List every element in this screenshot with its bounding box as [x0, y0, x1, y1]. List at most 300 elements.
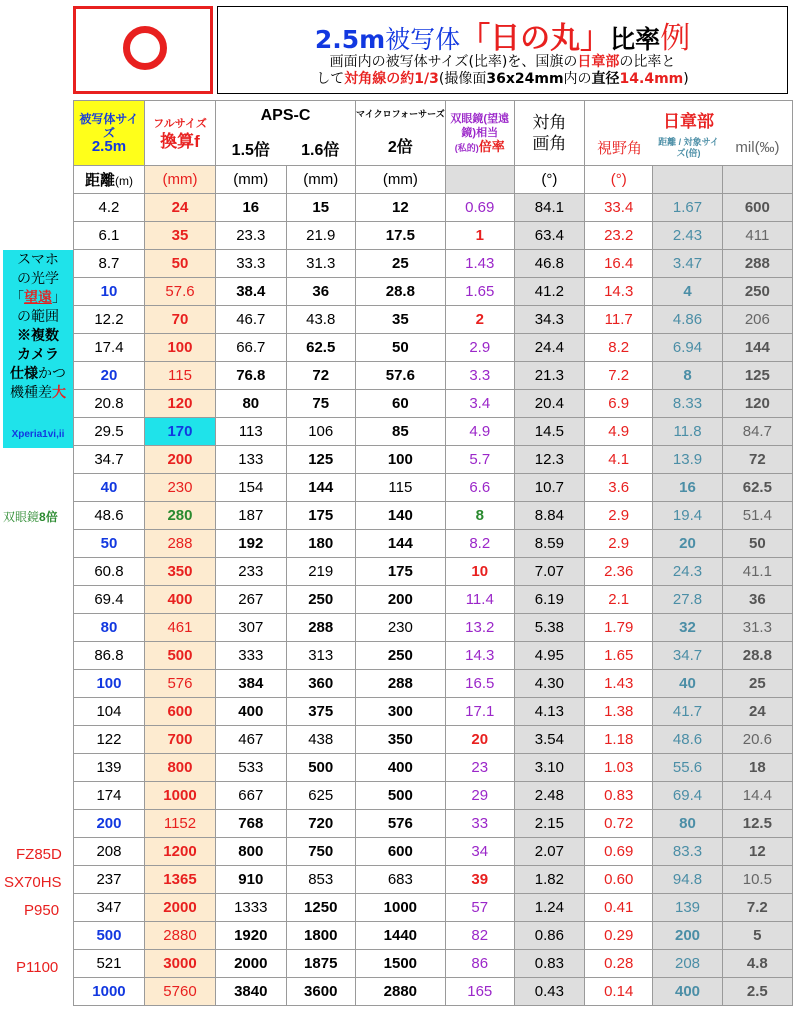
- cell-fov: 33.4: [585, 194, 653, 222]
- cell-dist-subject: 83.3: [653, 838, 722, 866]
- cell-binocular: 4.9: [445, 418, 514, 446]
- cell-diagonal-angle: 20.4: [514, 390, 584, 418]
- cell-apsc-15: 267: [216, 586, 286, 614]
- cell-fullsize-f: 2000: [144, 894, 215, 922]
- title-prefix: 2.5m: [314, 25, 386, 54]
- fz85d-note: FZ85D: [16, 846, 62, 863]
- unit-mm: (mm): [355, 166, 445, 194]
- cell-binocular: 57: [445, 894, 514, 922]
- cell-binocular: 13.2: [445, 614, 514, 642]
- cell-fullsize-f: 700: [144, 726, 215, 754]
- table-row: [74, 782, 793, 810]
- cell-fullsize-f: 1365: [144, 866, 215, 894]
- cell-dist-subject: 2.43: [653, 222, 722, 250]
- cell-mil: 288: [722, 250, 792, 278]
- unit-mm: (mm): [286, 166, 355, 194]
- cell-apsc-16: 720: [286, 810, 355, 838]
- cell-distance: 1000: [74, 978, 145, 1006]
- table-row: [74, 642, 793, 670]
- cell-fullsize-f: 280: [144, 502, 215, 530]
- desc-text: (撮像面: [438, 71, 487, 87]
- cell-micro43: 25: [355, 250, 445, 278]
- cell-distance: 139: [74, 754, 145, 782]
- cell-apsc-15: 113: [216, 418, 286, 446]
- cell-apsc-15: 133: [216, 446, 286, 474]
- note-line: の光学: [17, 270, 59, 286]
- cell-mil: 72: [722, 446, 792, 474]
- cell-dist-subject: 48.6: [653, 726, 722, 754]
- cell-distance: 208: [74, 838, 145, 866]
- title-description: [218, 54, 787, 88]
- cell-apsc-16: 219: [286, 558, 355, 586]
- cell-fov: 23.2: [585, 222, 653, 250]
- cell-fullsize-f: 500: [144, 642, 215, 670]
- cell-diagonal-angle: 1.82: [514, 866, 584, 894]
- header-text: (私的): [454, 142, 479, 153]
- cell-fov: 0.14: [585, 978, 653, 1006]
- cell-fullsize-f: 288: [144, 530, 215, 558]
- table-row: [74, 810, 793, 838]
- cell-apsc-15: 384: [216, 670, 286, 698]
- cell-micro43: 50: [355, 334, 445, 362]
- cell-mil: 24: [722, 698, 792, 726]
- cell-mil: 84.7: [722, 418, 792, 446]
- cell-binocular: 11.4: [445, 586, 514, 614]
- table-row: [74, 446, 793, 474]
- cell-binocular: 10: [445, 558, 514, 586]
- cell-mil: 36: [722, 586, 792, 614]
- cell-fullsize-f: 50: [144, 250, 215, 278]
- cell-binocular: 17.1: [445, 698, 514, 726]
- cell-fov: 1.79: [585, 614, 653, 642]
- cell-micro43: 35: [355, 306, 445, 334]
- cell-distance: 80: [74, 614, 145, 642]
- table-row: [74, 726, 793, 754]
- note-text: 機種差: [10, 384, 52, 400]
- table-row: [74, 978, 793, 1006]
- header-text: 被写体サイズ: [79, 112, 139, 140]
- cell-apsc-15: 307: [216, 614, 286, 642]
- cell-distance: 20.8: [74, 390, 145, 418]
- cell-fullsize-f: 200: [144, 446, 215, 474]
- table-row: [74, 754, 793, 782]
- cell-apsc-15: 66.7: [216, 334, 286, 362]
- cell-apsc-16: 1800: [286, 922, 355, 950]
- title-quote-open: 「: [460, 21, 491, 56]
- cell-diagonal-angle: 0.83: [514, 950, 584, 978]
- cell-fullsize-f: 120: [144, 390, 215, 418]
- cell-fullsize-f: 70: [144, 306, 215, 334]
- cell-micro43: 28.8: [355, 278, 445, 306]
- cell-fullsize-f: 24: [144, 194, 215, 222]
- cell-diagonal-angle: 4.30: [514, 670, 584, 698]
- cell-fullsize-f: 1000: [144, 782, 215, 810]
- sx70hs-note: SX70HS: [4, 874, 62, 891]
- cell-fov: 4.9: [585, 418, 653, 446]
- header-text: 2倍: [387, 139, 413, 156]
- cell-diagonal-angle: 0.43: [514, 978, 584, 1006]
- header-text: 対角: [532, 113, 567, 132]
- note-red: 望遠: [24, 289, 52, 305]
- desc-red: 日章部: [577, 54, 620, 70]
- cell-distance: 122: [74, 726, 145, 754]
- cell-apsc-15: 3840: [216, 978, 286, 1006]
- cell-fullsize-f: 576: [144, 670, 215, 698]
- binocular-8x-note: [3, 509, 73, 525]
- header-text: (m): [114, 174, 133, 188]
- cell-binocular: 1: [445, 222, 514, 250]
- cell-micro43: 115: [355, 474, 445, 502]
- page-title: [218, 13, 787, 57]
- cell-distance: 104: [74, 698, 145, 726]
- table-row: [74, 222, 793, 250]
- header-text: 日章部: [663, 111, 715, 131]
- cell-dist-subject: 8: [653, 362, 722, 390]
- cell-apsc-15: 16: [216, 194, 286, 222]
- cell-distance: 6.1: [74, 222, 145, 250]
- header-text: 双眼鏡(望遠鏡)相当: [450, 112, 510, 139]
- cell-distance: 237: [74, 866, 145, 894]
- cell-fov: 2.9: [585, 530, 653, 558]
- cell-distance: 34.7: [74, 446, 145, 474]
- cell-binocular: 5.7: [445, 446, 514, 474]
- cell-dist-subject: 3.47: [653, 250, 722, 278]
- cell-fullsize-f: 5760: [144, 978, 215, 1006]
- cell-fullsize-f: 800: [144, 754, 215, 782]
- cell-dist-subject: 20: [653, 530, 722, 558]
- cell-micro43: 500: [355, 782, 445, 810]
- cell-apsc-16: 21.9: [286, 222, 355, 250]
- cell-fov: 1.43: [585, 670, 653, 698]
- cell-fov: 3.6: [585, 474, 653, 502]
- cell-mil: 5: [722, 922, 792, 950]
- cell-mil: 411: [722, 222, 792, 250]
- cell-fov: 1.18: [585, 726, 653, 754]
- cell-apsc-16: 750: [286, 838, 355, 866]
- table-row: [74, 334, 793, 362]
- cell-micro43: 12: [355, 194, 445, 222]
- cell-apsc-15: 910: [216, 866, 286, 894]
- cell-micro43: 288: [355, 670, 445, 698]
- title-subject: 被写体: [385, 25, 461, 54]
- cell-distance: 86.8: [74, 642, 145, 670]
- cell-fullsize-f: 461: [144, 614, 215, 642]
- unit-mm: (mm): [216, 166, 286, 194]
- cell-diagonal-angle: 4.13: [514, 698, 584, 726]
- cell-diagonal-angle: 4.95: [514, 642, 584, 670]
- desc-red: 対角線の約1/3: [344, 71, 439, 87]
- cell-fov: 1.38: [585, 698, 653, 726]
- cell-apsc-15: 467: [216, 726, 286, 754]
- cell-micro43: 17.5: [355, 222, 445, 250]
- cell-fov: 2.36: [585, 558, 653, 586]
- cell-micro43: 175: [355, 558, 445, 586]
- cell-mil: 12: [722, 838, 792, 866]
- header-diagonal-angle: [514, 101, 584, 166]
- cell-micro43: 57.6: [355, 362, 445, 390]
- cell-mil: 51.4: [722, 502, 792, 530]
- cell-dist-subject: 11.8: [653, 418, 722, 446]
- cell-dist-subject: 41.7: [653, 698, 722, 726]
- cell-mil: 250: [722, 278, 792, 306]
- cell-diagonal-angle: 3.54: [514, 726, 584, 754]
- cell-apsc-16: 75: [286, 390, 355, 418]
- cell-distance: 29.5: [74, 418, 145, 446]
- cell-fullsize-f: 57.6: [144, 278, 215, 306]
- note-line: [3, 364, 73, 383]
- cell-fullsize-f: 1200: [144, 838, 215, 866]
- cell-mil: 10.5: [722, 866, 792, 894]
- cell-fullsize-f: 3000: [144, 950, 215, 978]
- cell-mil: 600: [722, 194, 792, 222]
- cell-fullsize-f: 35: [144, 222, 215, 250]
- header-dist-subject: 距離 / 対象サイズ(倍): [658, 136, 719, 158]
- cell-micro43: 60: [355, 390, 445, 418]
- cell-dist-subject: 80: [653, 810, 722, 838]
- header-hinomaru-part: [585, 101, 793, 166]
- title-quote-close: 」: [580, 21, 611, 56]
- cell-distance: 174: [74, 782, 145, 810]
- cell-dist-subject: 6.94: [653, 334, 722, 362]
- p950-note: P950: [24, 902, 60, 919]
- cell-dist-subject: 16: [653, 474, 722, 502]
- cell-fov: 2.9: [585, 502, 653, 530]
- cell-distance: 69.4: [74, 586, 145, 614]
- note-line: の範囲: [17, 308, 59, 324]
- cell-mil: 7.2: [722, 894, 792, 922]
- cell-distance: 12.2: [74, 306, 145, 334]
- cell-apsc-16: 125: [286, 446, 355, 474]
- desc-text: の比率と: [619, 54, 676, 70]
- note-line: [3, 383, 73, 402]
- smartphone-note: [3, 250, 73, 422]
- cell-micro43: 230: [355, 614, 445, 642]
- cell-dist-subject: 139: [653, 894, 722, 922]
- table-row: [74, 362, 793, 390]
- cell-distance: 521: [74, 950, 145, 978]
- cell-diagonal-angle: 0.86: [514, 922, 584, 950]
- header-subject-size: [74, 101, 145, 166]
- hinomaru-symbol-box: [73, 6, 213, 94]
- table-row: [74, 950, 793, 978]
- cell-dist-subject: 55.6: [653, 754, 722, 782]
- cell-apsc-15: 800: [216, 838, 286, 866]
- cell-apsc-15: 333: [216, 642, 286, 670]
- cell-binocular: 14.3: [445, 642, 514, 670]
- cell-fullsize-f: 170: [144, 418, 215, 446]
- cell-apsc-16: 625: [286, 782, 355, 810]
- cell-diagonal-angle: 2.15: [514, 810, 584, 838]
- cell-mil: 28.8: [722, 642, 792, 670]
- cell-diagonal-angle: 63.4: [514, 222, 584, 250]
- cell-micro43: 2880: [355, 978, 445, 1006]
- cell-binocular: 0.69: [445, 194, 514, 222]
- header-text: 距離: [84, 172, 115, 189]
- header-micro43: [355, 101, 445, 166]
- cell-apsc-16: 375: [286, 698, 355, 726]
- cell-apsc-16: 250: [286, 586, 355, 614]
- unit-mm: (mm): [144, 166, 215, 194]
- cell-binocular: 86: [445, 950, 514, 978]
- cell-mil: 144: [722, 334, 792, 362]
- cell-apsc-15: 76.8: [216, 362, 286, 390]
- cell-mil: 2.5: [722, 978, 792, 1006]
- cell-dist-subject: 94.8: [653, 866, 722, 894]
- cell-apsc-16: 3600: [286, 978, 355, 1006]
- cell-micro43: 1500: [355, 950, 445, 978]
- note-text: 」: [52, 289, 66, 305]
- table-row: [74, 866, 793, 894]
- p1100-note: P1100: [16, 959, 59, 976]
- cell-binocular: 1.43: [445, 250, 514, 278]
- cell-dist-subject: 208: [653, 950, 722, 978]
- cell-fov: 11.7: [585, 306, 653, 334]
- cell-diagonal-angle: 7.07: [514, 558, 584, 586]
- cell-fullsize-f: 600: [144, 698, 215, 726]
- cell-mil: 50: [722, 530, 792, 558]
- cell-dist-subject: 4: [653, 278, 722, 306]
- cell-binocular: 165: [445, 978, 514, 1006]
- cell-dist-subject: 69.4: [653, 782, 722, 810]
- cell-fullsize-f: 230: [144, 474, 215, 502]
- cell-micro43: 576: [355, 810, 445, 838]
- note-line: カメラ: [17, 346, 59, 362]
- cell-apsc-15: 23.3: [216, 222, 286, 250]
- header-distance: [74, 166, 145, 194]
- table-row: [74, 838, 793, 866]
- cell-distance: 347: [74, 894, 145, 922]
- title-box: [217, 6, 788, 94]
- cell-mil: 41.1: [722, 558, 792, 586]
- cell-apsc-15: 667: [216, 782, 286, 810]
- cell-apsc-16: 1250: [286, 894, 355, 922]
- cell-fov: 1.03: [585, 754, 653, 782]
- desc-bold: 直径: [591, 71, 620, 87]
- note-text: 双眼鏡: [3, 510, 40, 524]
- cell-apsc-15: 187: [216, 502, 286, 530]
- unit-empty: [653, 166, 722, 194]
- cell-micro43: 600: [355, 838, 445, 866]
- cell-mil: 25: [722, 670, 792, 698]
- cell-micro43: 200: [355, 586, 445, 614]
- cell-binocular: 20: [445, 726, 514, 754]
- unit-empty: [722, 166, 792, 194]
- cell-micro43: 350: [355, 726, 445, 754]
- cell-apsc-15: 768: [216, 810, 286, 838]
- table-row: [74, 894, 793, 922]
- cell-micro43: 100: [355, 446, 445, 474]
- table-row: [74, 502, 793, 530]
- xperia-note: Xperia1vi,ii: [3, 422, 73, 448]
- header-text: 画角: [532, 134, 567, 153]
- cell-fullsize-f: 1152: [144, 810, 215, 838]
- cell-mil: 206: [722, 306, 792, 334]
- cell-diagonal-angle: 12.3: [514, 446, 584, 474]
- cell-dist-subject: 24.3: [653, 558, 722, 586]
- cell-apsc-16: 31.3: [286, 250, 355, 278]
- cell-apsc-16: 180: [286, 530, 355, 558]
- header-text: 倍率: [478, 138, 505, 154]
- cell-distance: 17.4: [74, 334, 145, 362]
- cell-apsc-15: 233: [216, 558, 286, 586]
- note-text: かつ: [38, 365, 66, 381]
- header-text: マイクロフォーサーズ: [355, 109, 445, 119]
- cell-binocular: 3.3: [445, 362, 514, 390]
- cell-fullsize-f: 2880: [144, 922, 215, 950]
- cell-micro43: 140: [355, 502, 445, 530]
- unit-empty: [445, 166, 514, 194]
- cell-apsc-16: 43.8: [286, 306, 355, 334]
- title-hinomaru: 日の丸: [490, 21, 581, 56]
- cell-micro43: 85: [355, 418, 445, 446]
- cell-apsc-15: 400: [216, 698, 286, 726]
- cell-micro43: 250: [355, 642, 445, 670]
- table-row: [74, 194, 793, 222]
- cell-distance: 50: [74, 530, 145, 558]
- cell-apsc-16: 144: [286, 474, 355, 502]
- cell-apsc-16: 313: [286, 642, 355, 670]
- table-row: [74, 250, 793, 278]
- desc-text: 画面内の被写体サイズ(比率)を、国旗の: [329, 54, 578, 70]
- cell-binocular: 3.4: [445, 390, 514, 418]
- cell-apsc-16: 15: [286, 194, 355, 222]
- cell-apsc-16: 360: [286, 670, 355, 698]
- cell-fov: 7.2: [585, 362, 653, 390]
- note-red: 大: [52, 384, 66, 400]
- cell-diagonal-angle: 46.8: [514, 250, 584, 278]
- cell-mil: 31.3: [722, 614, 792, 642]
- cell-diagonal-angle: 2.07: [514, 838, 584, 866]
- cell-fullsize-f: 350: [144, 558, 215, 586]
- cell-diagonal-angle: 8.84: [514, 502, 584, 530]
- desc-text: ): [683, 71, 689, 87]
- cell-diagonal-angle: 34.3: [514, 306, 584, 334]
- cell-dist-subject: 32: [653, 614, 722, 642]
- cell-mil: 12.5: [722, 810, 792, 838]
- cell-fullsize-f: 400: [144, 586, 215, 614]
- cell-fov: 0.29: [585, 922, 653, 950]
- cell-apsc-15: 1333: [216, 894, 286, 922]
- cell-binocular: 82: [445, 922, 514, 950]
- cell-distance: 48.6: [74, 502, 145, 530]
- cell-mil: 18: [722, 754, 792, 782]
- cell-distance: 100: [74, 670, 145, 698]
- cell-apsc-16: 288: [286, 614, 355, 642]
- cell-distance: 4.2: [74, 194, 145, 222]
- desc-red: 14.4mm: [619, 71, 684, 87]
- cell-fov: 2.1: [585, 586, 653, 614]
- cell-diagonal-angle: 1.24: [514, 894, 584, 922]
- cell-apsc-15: 33.3: [216, 250, 286, 278]
- cell-diagonal-angle: 21.3: [514, 362, 584, 390]
- cell-binocular: 2.9: [445, 334, 514, 362]
- cell-dist-subject: 40: [653, 670, 722, 698]
- cell-fov: 0.72: [585, 810, 653, 838]
- header-binocular: [445, 101, 514, 166]
- cell-diagonal-angle: 10.7: [514, 474, 584, 502]
- cell-fov: 8.2: [585, 334, 653, 362]
- cell-mil: 14.4: [722, 782, 792, 810]
- cell-binocular: 34: [445, 838, 514, 866]
- cell-diagonal-angle: 6.19: [514, 586, 584, 614]
- desc-text: 内の: [563, 71, 592, 87]
- cell-mil: 20.6: [722, 726, 792, 754]
- cell-binocular: 8: [445, 502, 514, 530]
- cell-fov: 0.41: [585, 894, 653, 922]
- cell-apsc-15: 2000: [216, 950, 286, 978]
- circle-icon: [123, 26, 167, 70]
- header-text: APS-C: [260, 107, 311, 124]
